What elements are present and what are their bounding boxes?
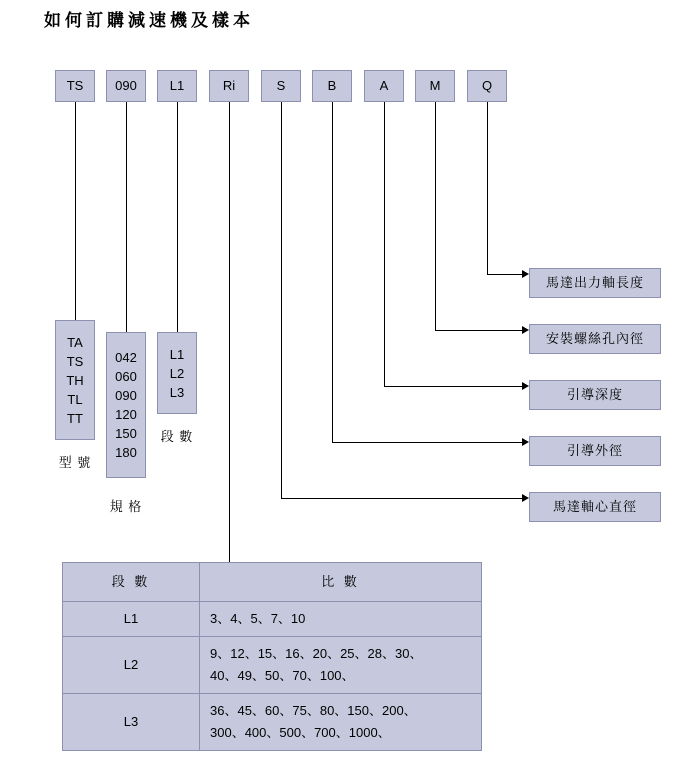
table-header-ratio: 比 數: [200, 563, 482, 602]
caption-frame-size: 規 格: [109, 499, 143, 514]
table-header-row: [63, 563, 482, 602]
caption-model-type: 型 號: [58, 455, 92, 470]
table-header-stage: 段 數: [63, 563, 200, 602]
option-model-tt: TT: [67, 410, 83, 426]
leader-line-model-type: [75, 102, 76, 320]
callout-pilot-depth[interactable]: 引導深度: [529, 380, 661, 410]
arrow-pilot-od: [522, 438, 529, 446]
code-box-screw-hole[interactable]: M: [415, 70, 455, 102]
table-row: [63, 694, 482, 751]
ratio-line: 40、49、50、70、100、: [210, 668, 355, 684]
leader-line-pilot-depth-vertical: [384, 102, 385, 386]
option-size-120: 120: [115, 407, 137, 422]
leader-line-stage-count: [177, 102, 178, 332]
option-stage-l3: L3: [169, 384, 185, 400]
option-stack-stage-count[interactable]: [157, 332, 197, 414]
leader-line-screw-hole-vertical: [435, 102, 436, 330]
code-box-model-type[interactable]: TS: [55, 70, 95, 102]
option-stage-l1: L1: [169, 346, 185, 362]
table-cell-ratio-l1: [200, 602, 482, 637]
option-size-060: 060: [115, 369, 137, 384]
table-row: [63, 602, 482, 637]
ratio-line: 36、45、60、75、80、150、200、: [210, 703, 417, 719]
leader-line-shaft-length-vertical: [487, 102, 488, 274]
option-size-180: 180: [115, 445, 137, 460]
code-box-stage-count[interactable]: L1: [157, 70, 197, 102]
leader-line-pilot-od-vertical: [332, 102, 333, 442]
option-stack-frame-size[interactable]: [106, 332, 146, 478]
code-box-frame-size[interactable]: 090: [106, 70, 146, 102]
leader-line-pilot-od-horizontal: [332, 442, 524, 443]
option-stack-model-type[interactable]: [55, 320, 95, 440]
ratio-line: 9、12、15、16、20、25、28、30、: [210, 646, 423, 662]
table-cell-stage-l1: L1: [63, 602, 200, 637]
code-box-ratio[interactable]: Ri: [209, 70, 249, 102]
table-cell-stage-l2: L2: [63, 637, 200, 694]
option-size-150: 150: [115, 426, 137, 441]
ratio-line: 3、4、5、7、10: [210, 611, 306, 626]
arrow-shaft-length: [522, 270, 529, 278]
code-box-pilot-od[interactable]: B: [312, 70, 352, 102]
arrow-pilot-depth: [522, 382, 529, 390]
table-cell-ratio-l3: [200, 694, 482, 751]
leader-line-frame-size: [126, 102, 127, 332]
option-model-ta: TA: [67, 334, 83, 350]
code-box-shaft-length[interactable]: Q: [467, 70, 507, 102]
option-stage-l2: L2: [169, 365, 185, 381]
arrow-screw-hole: [522, 326, 529, 334]
option-model-ts: TS: [66, 353, 84, 369]
leader-line-ratio: [229, 102, 230, 562]
ratio-table: [62, 562, 482, 751]
leader-line-screw-hole-horizontal: [435, 330, 524, 331]
ratio-line: 300、400、500、700、1000、: [210, 725, 391, 741]
option-size-042: 042: [115, 350, 137, 365]
callout-mounting-screw-hole-diameter[interactable]: 安裝螺絲孔內徑: [529, 324, 661, 354]
callout-pilot-outer-diameter[interactable]: 引導外徑: [529, 436, 661, 466]
option-size-090: 090: [115, 388, 137, 403]
arrow-shaft-dia: [522, 494, 529, 502]
callout-motor-shaft-diameter[interactable]: 馬達軸心直徑: [529, 492, 661, 522]
leader-line-shaft-dia-vertical: [281, 102, 282, 498]
table-row: [63, 637, 482, 694]
leader-line-shaft-length-horizontal: [487, 274, 524, 275]
leader-line-pilot-depth-horizontal: [384, 386, 524, 387]
code-box-shaft-dia[interactable]: S: [261, 70, 301, 102]
page-title: 如何訂購減速機及樣本: [44, 11, 254, 30]
code-box-pilot-depth[interactable]: A: [364, 70, 404, 102]
option-model-tl: TL: [67, 391, 83, 407]
leader-line-shaft-dia-horizontal: [281, 498, 524, 499]
option-model-th: TH: [66, 372, 84, 388]
table-cell-ratio-l2: [200, 637, 482, 694]
caption-stage-count: 段 數: [160, 429, 194, 444]
table-cell-stage-l3: L3: [63, 694, 200, 751]
callout-motor-output-shaft-length[interactable]: 馬達出力軸長度: [529, 268, 661, 298]
